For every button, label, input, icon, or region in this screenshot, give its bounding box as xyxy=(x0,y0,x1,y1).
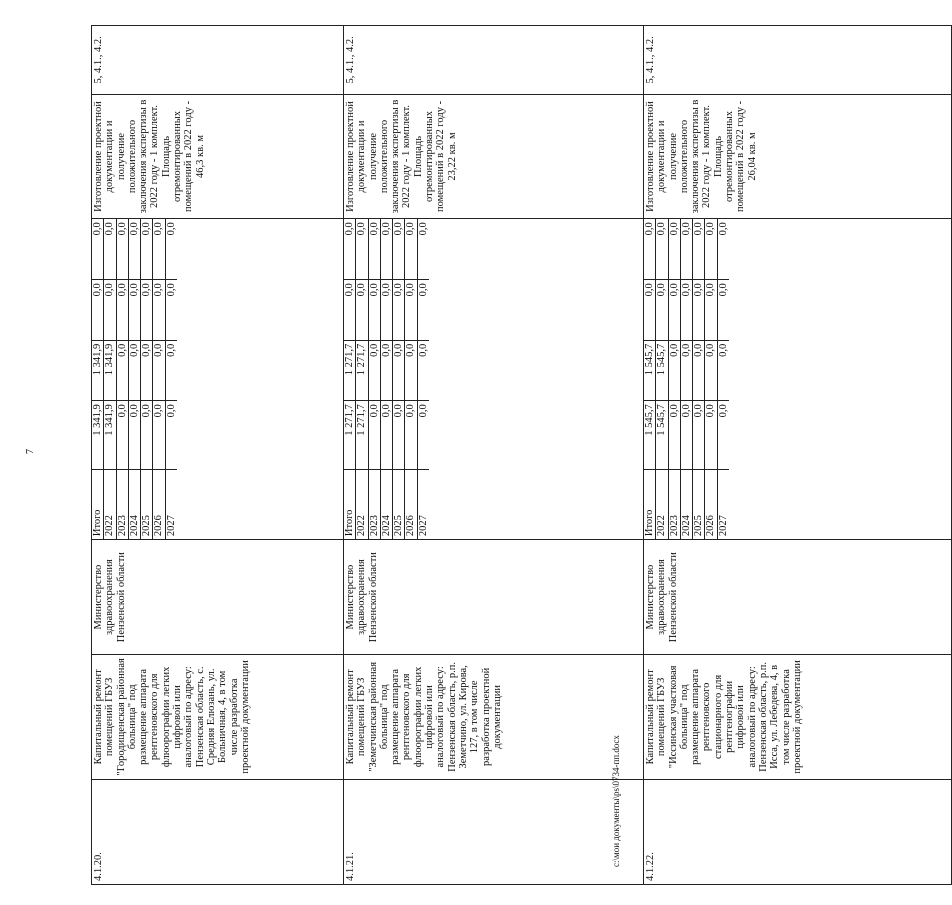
funding-value-federal: 0,0 xyxy=(104,280,116,340)
funding-value-local: 0,0 xyxy=(92,219,104,280)
funding-value-total: 1 271,7 xyxy=(344,401,356,469)
funding-value-budget: 0,0 xyxy=(717,340,729,400)
funding-value-federal: 0,0 xyxy=(344,280,356,340)
funding-value-total: 0,0 xyxy=(380,401,392,469)
year-label: 2027 xyxy=(165,469,177,539)
funding-value-federal: 0,0 xyxy=(644,280,656,340)
executor: Министерство здравоохранения Пензенской области xyxy=(644,540,952,655)
funding-value-local: 0,0 xyxy=(128,219,140,280)
funding-value-local: 0,0 xyxy=(656,219,668,280)
funding-value-budget: 1 341,9 xyxy=(92,340,104,400)
funding-value-budget: 0,0 xyxy=(417,340,429,400)
executor: Министерство здравоохранения Пензенской области xyxy=(92,540,344,655)
funding-value-federal: 0,0 xyxy=(717,280,729,340)
funding-row xyxy=(644,219,656,539)
year-label: 2026 xyxy=(405,469,417,539)
funding-value-budget: 0,0 xyxy=(393,340,405,400)
funding-value-federal: 0,0 xyxy=(92,280,104,340)
executor: Министерство здравоохранения Пензенской области xyxy=(344,540,644,655)
year-label: 2022 xyxy=(656,469,668,539)
item-number: 4.1.20. xyxy=(92,779,344,884)
funding-value-budget: 0,0 xyxy=(368,340,380,400)
funding-row xyxy=(717,219,729,539)
expected-result: Изготовление проектной документации и получение положительного заключения экспертизы в 2022 году - 1 комплект. Площадь отремонтированных помещений в 2022 году - 23,22 кв. м xyxy=(344,94,644,219)
funding-value-total: 0,0 xyxy=(141,401,153,469)
funding-value-federal: 0,0 xyxy=(405,280,417,340)
funding-value-budget: 0,0 xyxy=(693,340,705,400)
funding-value-federal: 0,0 xyxy=(141,280,153,340)
funding-value-federal: 0,0 xyxy=(368,280,380,340)
funding-value-federal: 0,0 xyxy=(356,280,368,340)
indicator-ref: 5, 4.1., 4.2. xyxy=(644,26,952,95)
funding-value-budget: 0,0 xyxy=(680,340,692,400)
table-row xyxy=(92,26,344,885)
funding-value-local: 0,0 xyxy=(165,222,177,236)
funding-value-total: 0,0 xyxy=(417,401,429,469)
funding-value-local: 0,0 xyxy=(405,219,417,280)
funding-value-local: 0,0 xyxy=(717,222,729,236)
funding-value-local: 0,0 xyxy=(344,219,356,280)
indicator-ref: 5, 4.1., 4.2. xyxy=(344,26,644,95)
funding-row xyxy=(128,219,140,539)
funding-value-local: 0,0 xyxy=(417,222,429,236)
funding-value-total: 1 545,7 xyxy=(656,401,668,469)
indicator-ref: 5, 4.1., 4.2. xyxy=(92,26,344,95)
funding-value-total: 0,0 xyxy=(153,401,165,469)
funding-value-local: 0,0 xyxy=(104,219,116,280)
item-name: Капитальный ремонт помещений ГБУЗ "Городищенская районная больница" под размещение аппарата рентгеновского для флюорографии легких цифровой или аналоговый по адресу: Пензенская область, с. Средняя Елюзань, ул. Больничная, 4, в том числе разработка проектной документации xyxy=(92,655,344,780)
item-name: Капитальный ремонт помещений ГБУЗ "Земетчинская районная больница" под размещение аппарата рентгеновского для флюорографии легких цифровой или аналоговый по адресу: Пензенская область, р.п. Земетчино, ул. Кирова, 127, в том числе разработка проектной документации xyxy=(344,655,644,780)
funding-value-local: 0,0 xyxy=(380,219,392,280)
funding-value-total: 0,0 xyxy=(116,401,128,469)
funding-row xyxy=(656,219,668,539)
funding-value-total: 1 271,7 xyxy=(356,401,368,469)
funding-value-budget: 0,0 xyxy=(380,340,392,400)
funding-value-budget: 0,0 xyxy=(668,340,680,400)
funding-value-local: 0,0 xyxy=(693,219,705,280)
file-path-footer: c:\мои документы\ps\0734-пп.docx xyxy=(611,735,621,867)
funding-value-federal: 0,0 xyxy=(693,280,705,340)
funding-value-federal: 0,0 xyxy=(128,280,140,340)
funding-value-total: 0,0 xyxy=(680,401,692,469)
funding-value-total: 0,0 xyxy=(668,401,680,469)
funding-grid xyxy=(344,219,644,540)
funding-value-total: 1 341,9 xyxy=(92,401,104,469)
year-label: 2025 xyxy=(693,469,705,539)
funding-value-local: 0,0 xyxy=(705,219,717,280)
table-row xyxy=(644,26,952,885)
funding-value-total: 0,0 xyxy=(717,401,729,469)
item-number: 4.1.22. xyxy=(644,779,952,884)
funding-row xyxy=(368,219,380,539)
funding-value-federal: 0,0 xyxy=(705,280,717,340)
year-label: 2024 xyxy=(380,469,392,539)
year-label: 2025 xyxy=(141,469,153,539)
year-label: 2024 xyxy=(128,469,140,539)
item-number: 4.1.21. xyxy=(344,779,644,884)
funding-row xyxy=(141,219,153,539)
funding-row xyxy=(92,219,104,539)
funding-value-total: 0,0 xyxy=(368,401,380,469)
funding-value-local: 0,0 xyxy=(116,219,128,280)
funding-value-budget: 0,0 xyxy=(705,340,717,400)
funding-value-total: 0,0 xyxy=(128,401,140,469)
funding-row xyxy=(356,219,368,539)
funding-value-local: 0,0 xyxy=(153,219,165,280)
funding-row xyxy=(344,219,356,539)
funding-value-local: 0,0 xyxy=(141,219,153,280)
funding-value-budget: 1 545,7 xyxy=(644,340,656,400)
funding-row xyxy=(153,219,165,539)
funding-value-budget: 0,0 xyxy=(165,340,177,400)
year-label: 2024 xyxy=(680,469,692,539)
funding-value-budget: 1 271,7 xyxy=(356,340,368,400)
table-row xyxy=(344,26,644,885)
funding-value-federal: 0,0 xyxy=(153,280,165,340)
funding-row xyxy=(668,219,680,539)
funding-value-local: 0,0 xyxy=(393,219,405,280)
funding-value-local: 0,0 xyxy=(680,219,692,280)
funding-row xyxy=(393,219,405,539)
funding-value-total: 0,0 xyxy=(165,401,177,469)
funding-value-total: 0,0 xyxy=(393,401,405,469)
funding-row xyxy=(417,219,429,539)
funding-value-federal: 0,0 xyxy=(165,280,177,340)
funding-value-budget: 0,0 xyxy=(141,340,153,400)
year-label: 2027 xyxy=(417,469,429,539)
year-label: Итого xyxy=(92,469,104,539)
funding-value-total: 0,0 xyxy=(693,401,705,469)
funding-value-budget: 0,0 xyxy=(116,340,128,400)
funding-value-budget: 1 271,7 xyxy=(344,340,356,400)
expected-result: Изготовление проектной документации и получение положительного заключения экспертизы в 2022 году - 1 комплект. Площадь отремонтированных помещений в 2022 году - 26,04 кв. м xyxy=(644,94,952,219)
program-table xyxy=(91,25,952,885)
funding-row xyxy=(104,219,116,539)
year-label: Итого xyxy=(344,469,356,539)
funding-row xyxy=(705,219,717,539)
funding-value-federal: 0,0 xyxy=(680,280,692,340)
funding-value-federal: 0,0 xyxy=(380,280,392,340)
year-label: 2023 xyxy=(668,469,680,539)
year-label: 2025 xyxy=(393,469,405,539)
funding-value-budget: 0,0 xyxy=(153,340,165,400)
funding-value-federal: 0,0 xyxy=(417,280,429,340)
funding-value-federal: 0,0 xyxy=(656,280,668,340)
funding-value-local: 0,0 xyxy=(668,219,680,280)
funding-value-total: 0,0 xyxy=(405,401,417,469)
funding-value-budget: 0,0 xyxy=(405,340,417,400)
funding-value-federal: 0,0 xyxy=(116,280,128,340)
funding-value-total: 0,0 xyxy=(705,401,717,469)
funding-value-local: 0,0 xyxy=(368,219,380,280)
funding-value-total: 1 341,9 xyxy=(104,401,116,469)
funding-row xyxy=(116,219,128,539)
funding-value-total: 1 545,7 xyxy=(644,401,656,469)
year-label: 2027 xyxy=(717,469,729,539)
year-label: 2023 xyxy=(116,469,128,539)
funding-value-budget: 1 341,9 xyxy=(104,340,116,400)
funding-value-federal: 0,0 xyxy=(668,280,680,340)
funding-row xyxy=(165,219,177,539)
funding-row xyxy=(405,219,417,539)
funding-row xyxy=(693,219,705,539)
page-number: 7 xyxy=(25,449,36,454)
funding-value-federal: 0,0 xyxy=(393,280,405,340)
funding-grid xyxy=(92,219,344,540)
year-label: 2023 xyxy=(368,469,380,539)
funding-value-budget: 1 545,7 xyxy=(656,340,668,400)
funding-grid xyxy=(644,219,952,540)
year-label: 2026 xyxy=(705,469,717,539)
year-label: Итого xyxy=(644,469,656,539)
funding-value-local: 0,0 xyxy=(356,219,368,280)
year-label: 2022 xyxy=(104,469,116,539)
year-label: 2022 xyxy=(356,469,368,539)
year-label: 2026 xyxy=(153,469,165,539)
expected-result: Изготовление проектной документации и получение положительного заключения экспертизы в 2022 году - 1 комплект. Площадь отремонтированных помещений в 2022 году - 46,3 кв. м xyxy=(92,94,344,219)
funding-value-budget: 0,0 xyxy=(128,340,140,400)
funding-value-local: 0,0 xyxy=(644,219,656,280)
funding-row xyxy=(380,219,392,539)
funding-row xyxy=(680,219,692,539)
item-name: Капитальный ремонт помещений ГБУЗ "Иссинская участковая больница" под размещение аппарата рентгеновского стационарного для рентгенографии цифровой или аналоговый по адресу: Пензенская область, р.п. Исса, ул. Лебедева, 4, в том числе разработка проектной документации xyxy=(644,655,952,780)
